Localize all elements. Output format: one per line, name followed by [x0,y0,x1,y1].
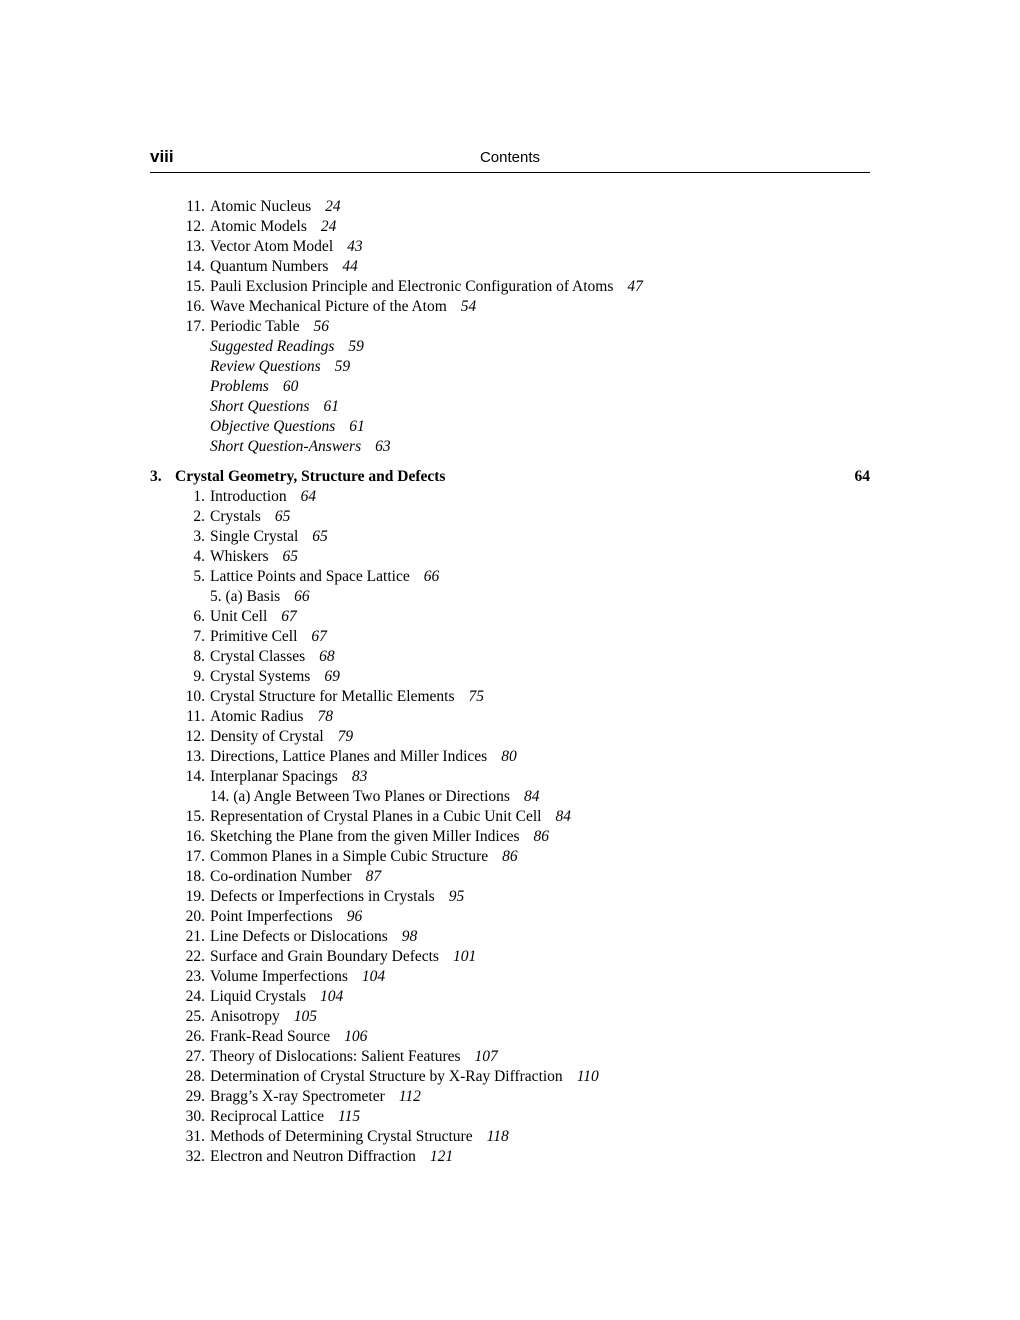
toc-entry-title: Determination of Crystal Structure by X-Ray Diffraction [210,1068,563,1085]
toc-entry-page: 47 [627,278,643,295]
toc-entry-page: 84 [555,808,571,825]
toc-entry-body [210,237,363,257]
toc-entry[interactable] [150,907,870,927]
toc-entry-number: 26. [185,1028,205,1045]
toc-entry-body [210,377,298,397]
toc-entry-body [210,767,367,787]
toc-entry-number: 25. [185,1008,205,1025]
toc-entry-title: Crystal Systems [210,668,311,685]
toc-entry[interactable] [150,277,870,297]
page-header [150,146,870,173]
toc-entry-title: Single Crystal [210,528,299,545]
toc-entry[interactable] [150,747,870,767]
toc-entry-number: 17. [185,318,205,335]
toc-entry-page: 101 [452,948,477,965]
toc-extra-item[interactable] [150,337,870,357]
toc-entry-page: 79 [337,728,354,745]
toc-entry-number: 16. [185,828,205,845]
toc-entry[interactable] [150,197,870,217]
toc-entry-page: 43 [347,238,363,255]
toc-entry-page: 96 [346,908,363,925]
toc-entry-page: 54 [460,298,477,315]
toc-entry-title: Crystals [210,508,261,525]
toc-entry-title: Line Defects or Dislocations [210,928,388,945]
toc-entry[interactable] [150,607,870,627]
toc-entry-body [210,607,297,627]
toc-entry[interactable] [150,627,870,647]
toc-entry-page: 44 [342,258,358,275]
toc-entry-number: 28. [185,1068,205,1085]
toc-entry-body [210,1087,421,1107]
chapter-title: Crystal Geometry, Structure and Defects [175,468,446,485]
toc-entry-body [210,1027,367,1047]
toc-entry-title: Density of Crystal [210,728,324,745]
toc-entry-number: 12. [185,218,205,235]
toc-entry-page: 59 [334,358,351,375]
toc-entry-body [210,927,417,947]
toc-entry-number: 3. [193,528,205,545]
toc-entry-title: Bragg’s X-ray Spectrometer [210,1088,385,1105]
toc-entry[interactable] [150,1147,870,1167]
toc-entry[interactable] [150,1127,870,1147]
toc-entry-body [210,1107,360,1127]
toc-entry-body [210,217,336,237]
toc-entry-page: 60 [282,378,299,395]
toc-entry-title: Reciprocal Lattice [210,1108,325,1125]
running-title: Contents [479,149,541,166]
toc-entry-page: 24 [325,198,341,215]
page-number: viii [150,147,174,166]
toc-entry[interactable] [150,1007,870,1027]
toc-entry[interactable] [150,317,870,337]
toc-entry[interactable] [150,707,870,727]
toc-entry-title: Theory of Dislocations: Salient Features [210,1048,461,1065]
toc-entry[interactable] [150,527,870,547]
toc-entry[interactable] [150,507,870,527]
toc-entry-title: Atomic Models [210,218,307,235]
toc-entry[interactable] [150,827,870,847]
toc-entry-page: 105 [293,1008,317,1025]
toc-entry-number: 9. [193,668,205,685]
toc-entry-page: 56 [313,318,329,335]
toc-entry-page: 75 [468,688,484,705]
toc-entry-number: 18. [185,868,205,885]
toc-entry-body [210,417,365,437]
toc-entry[interactable] [150,867,870,887]
toc-entry-page: 63 [375,438,391,455]
toc-entry-body [210,827,549,847]
toc-entry-page: 61 [323,398,339,415]
toc-entry-body [210,1047,498,1067]
toc-entry-body [210,887,464,907]
toc-extra-item[interactable] [150,397,870,417]
toc-entry-number: 10. [185,688,205,705]
toc-entry-title: Representation of Crystal Planes in a Cubic Unit Cell [210,808,542,825]
toc-entry-page: 104 [361,968,386,985]
toc-entry-body [210,397,339,417]
toc-entry-page: 65 [312,528,328,545]
toc-entry-number: 8. [193,648,205,665]
toc-entry-title: Co-ordination Number [210,868,352,885]
toc-entry-title: Point Imperfections [210,908,333,925]
toc-entry-title: Liquid Crystals [210,988,307,1005]
toc-entry-title: Short Questions [210,398,310,415]
toc-entry-number: 15. [185,278,205,295]
toc-entry-number: 27. [185,1048,205,1065]
toc-entry-number: 29. [185,1088,205,1105]
toc-entry-page: 110 [576,1068,599,1085]
toc-entry-page: 98 [401,928,418,945]
toc-entry-number: 20. [185,908,205,925]
toc-entry-page: 61 [349,418,365,435]
toc-entry-body [210,357,350,377]
toc-entry-body [210,647,335,667]
toc-entry-body [210,867,381,887]
toc-entry-body [210,437,391,457]
chapter-entries [150,487,870,1167]
toc-entry-number: 14. [185,768,205,785]
toc-entry[interactable] [150,987,870,1007]
toc-entry-body [210,687,484,707]
toc-entry-title: Common Planes in a Simple Cubic Structure [210,848,489,865]
toc-entry[interactable] [150,847,870,867]
toc-entry[interactable] [150,1107,870,1127]
toc-entry-page: 67 [281,608,297,625]
toc-entry[interactable] [150,1027,870,1047]
toc-entry-number: 4. [193,548,205,565]
toc-entry-number: 11. [186,708,205,725]
toc-entry-body [210,967,385,987]
toc-entry-title: Suggested Readings [210,338,335,355]
toc-entry-page: 83 [351,768,368,785]
toc-entry-page: 59 [348,338,364,355]
toc-entry-title: Methods of Determining Crystal Structure [210,1128,473,1145]
toc-entry-body [210,747,517,767]
prev-chapter-entries [150,197,870,337]
toc-entry-body [210,317,329,337]
toc-entry-body [210,297,476,317]
toc-entry-body [210,527,328,547]
toc-entry-body [210,907,362,927]
toc-entry-body [210,667,340,687]
toc-entry-body [210,567,439,587]
toc-extra-item[interactable] [150,357,870,377]
toc-entry-title: Anisotropy [210,1008,280,1025]
toc-entry-title: Crystal Classes [210,648,306,665]
toc-entry-number: 24. [185,988,205,1005]
toc-entry-title: Whiskers [210,548,269,565]
toc-entry-title: Objective Questions [210,418,336,435]
toc-entry-number: 11. [186,198,205,215]
toc-entry[interactable] [150,727,870,747]
chapter-number: 3. [150,468,162,485]
toc-entry-number: 19. [185,888,205,905]
toc-entry-title: Frank-Read Source [210,1028,331,1045]
toc-entry[interactable] [150,297,870,317]
toc-entry-number: 17. [185,848,205,865]
toc-entry-number: 12. [185,728,205,745]
toc-entry-number: 30. [185,1108,205,1125]
toc-entry-number: 21. [185,928,205,945]
toc-entry-body [210,987,343,1007]
toc-entry-number: 16. [185,298,205,315]
toc-entry-number: 15. [185,808,205,825]
toc-entry-title: Crystal Structure for Metallic Elements [210,688,455,705]
toc-entry-number: 32. [185,1148,205,1165]
toc-entry-page: 86 [533,828,549,845]
toc-entry-title: Pauli Exclusion Principle and Electronic Configuration of Atoms [210,278,614,295]
toc-entry-title: Sketching the Plane from the given Miller Indices [210,828,520,845]
toc-entry[interactable] [150,687,870,707]
toc-entry[interactable] [150,1087,870,1107]
toc-entry-page: 87 [365,868,382,885]
toc-extra-item[interactable] [150,417,870,437]
toc-entry-number: 14. [185,258,205,275]
toc-entry[interactable] [150,1047,870,1067]
toc-entry-body [210,787,539,807]
toc-entry[interactable] [150,587,870,607]
toc-entry-number: 23. [185,968,205,985]
toc-entry[interactable] [150,927,870,947]
toc-entry-page: 66 [423,568,440,585]
toc-entry-page: 118 [486,1128,509,1145]
toc-entry-page: 115 [338,1108,361,1125]
toc-entry-title: Volume Imperfections [210,968,348,985]
toc-entry[interactable] [150,487,870,507]
toc-entry[interactable] [150,787,870,807]
toc-entry-title: Interplanar Spacings [210,768,338,785]
toc-entry[interactable] [150,767,870,787]
toc-entry-page: 69 [324,668,340,685]
toc-entry-body [210,847,518,867]
toc-entry-body [210,587,310,607]
toc-entry-title: Lattice Points and Space Lattice [210,568,410,585]
toc-entry-title: Primitive Cell [210,628,298,645]
toc-entry-body [210,337,364,357]
toc-entry[interactable] [150,257,870,277]
toc-entry-title: Problems [210,378,269,395]
toc-entry-title: Defects or Imperfections in Crystals [210,888,435,905]
toc-entry-title: Wave Mechanical Picture of the Atom [210,298,447,315]
toc-entry-page: 86 [502,848,518,865]
toc-entry-page: 84 [523,788,540,805]
toc-entry[interactable] [150,647,870,667]
toc-entry[interactable] [150,807,870,827]
toc-entry[interactable] [150,887,870,907]
toc-entry-body [210,1147,453,1167]
toc-entry-number: 31. [185,1128,205,1145]
toc-entry-page: 24 [320,218,337,235]
toc-entry[interactable] [150,237,870,257]
toc-entry[interactable] [150,947,870,967]
chapter-page: 64 [854,468,870,485]
toc-entry-number: 7. [193,628,205,645]
toc-entry-page: 66 [294,588,310,605]
toc-entry-number: 6. [193,608,205,625]
toc-entry-title: Atomic Radius [210,708,304,725]
toc-entry-page: 112 [398,1088,421,1105]
toc-entry-title: Vector Atom Model [210,238,334,255]
toc-entry-page: 104 [320,988,344,1005]
toc-entry-body [210,947,476,967]
toc-entry-body [210,807,571,827]
toc-entry-title: Periodic Table [210,318,300,335]
toc-entry-page: 65 [274,508,291,525]
toc-entry-body [210,707,333,727]
toc-entry-body [210,1067,599,1087]
toc-entry-number: 13. [185,748,205,765]
toc-entry-number: 2. [193,508,205,525]
toc-extra-item[interactable] [150,377,870,397]
toc-entry-number: 13. [185,238,205,255]
toc-entry-title: 14. (a) Angle Between Two Planes or Directions [210,788,510,805]
toc-entry-title: Atomic Nucleus [210,198,312,215]
toc-entry-body [210,487,316,507]
toc-entry-page: 106 [344,1028,368,1045]
toc-entry-page: 64 [300,488,317,505]
toc-entry-page: 107 [474,1048,498,1065]
toc-entry-title: 5. (a) Basis [210,588,281,605]
chapter-heading[interactable] [150,467,870,487]
toc-entry-page: 80 [501,748,517,765]
toc-entry-body [210,1127,509,1147]
toc-entry-page: 95 [448,888,465,905]
toc-entry-body [210,727,353,747]
toc-entry-title: Review Questions [210,358,321,375]
toc-entry-number: 5. [193,568,205,585]
toc-entry[interactable] [150,217,870,237]
toc-entry-title: Unit Cell [210,608,268,625]
toc-entry[interactable] [150,547,870,567]
toc-entry-body [210,257,358,277]
toc-entry[interactable] [150,567,870,587]
toc-entry-page: 65 [282,548,299,565]
toc-entry-page: 68 [319,648,335,665]
toc-entry-body [210,1007,317,1027]
toc-entry-body [210,277,643,297]
toc-entry-number: 1. [193,488,205,505]
toc-entry-title: Directions, Lattice Planes and Miller Indices [210,748,488,765]
toc-entry-page: 67 [311,628,327,645]
toc-entry[interactable] [150,667,870,687]
toc-entry[interactable] [150,967,870,987]
toc-entry-title: Surface and Grain Boundary Defects [210,948,439,965]
toc-entry-title: Electron and Neutron Diffraction [210,1148,416,1165]
table-of-contents [150,197,870,1167]
prev-chapter-extras [150,337,870,457]
toc-entry-title: Introduction [210,488,287,505]
toc-extra-item[interactable] [150,437,870,457]
toc-entry-body [210,627,327,647]
toc-entry-number: 22. [185,948,205,965]
toc-entry-body [210,507,290,527]
toc-entry-page: 78 [317,708,333,725]
toc-entry-title: Short Question-Answers [210,438,362,455]
toc-entry-page: 121 [429,1148,454,1165]
toc-entry[interactable] [150,1067,870,1087]
toc-entry-title: Quantum Numbers [210,258,329,275]
toc-entry-body [210,547,298,567]
toc-entry-body [210,197,341,217]
